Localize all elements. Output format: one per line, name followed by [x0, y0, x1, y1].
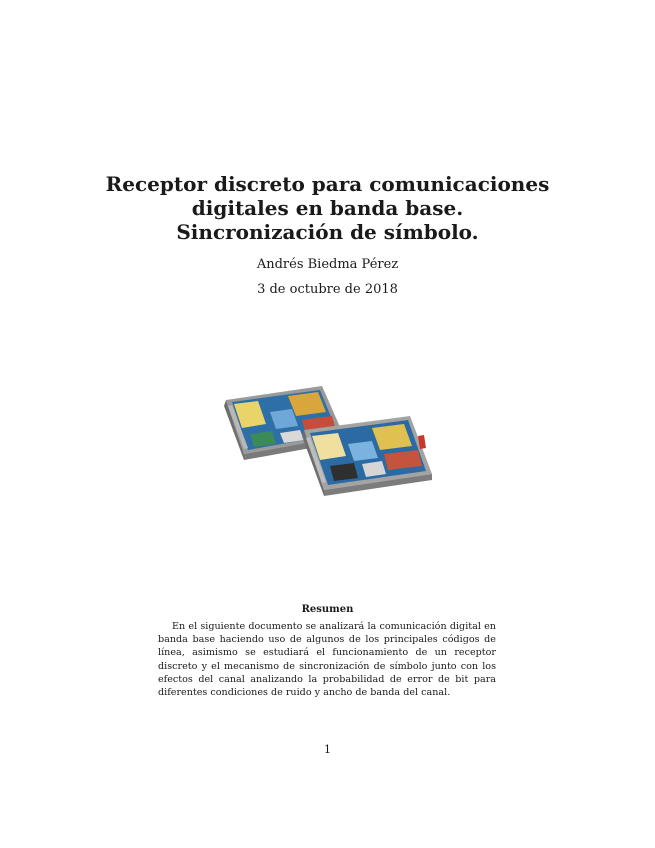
title-line-2: digitales en banda base. — [191, 196, 464, 220]
document-title — [0, 172, 655, 244]
front-board — [302, 416, 432, 496]
author: Andrés Biedma Pérez — [256, 257, 399, 272]
title-line-3: Sincronización de símbolo. — [176, 220, 479, 244]
page-number: 1 — [324, 743, 331, 756]
trainer-boards-image — [222, 378, 434, 496]
abstract-text: En el siguiente documento se analizará la comunicación digital en banda base haciendo uso de algunos de los principales códigos de línea, asimismo se estudiará el funcionamiento de un receptor discreto y el mecanismo de sincronización de símbolo junto con los efectos del canal analizando la probabilidad de error de bit para diferentes condiciones de ruido y ancho de banda del canal. — [158, 621, 496, 699]
title-line-1: Receptor discreto para comunicaciones — [105, 172, 550, 196]
abstract-heading: Resumen — [301, 604, 354, 615]
date: 3 de octubre de 2018 — [257, 282, 398, 297]
